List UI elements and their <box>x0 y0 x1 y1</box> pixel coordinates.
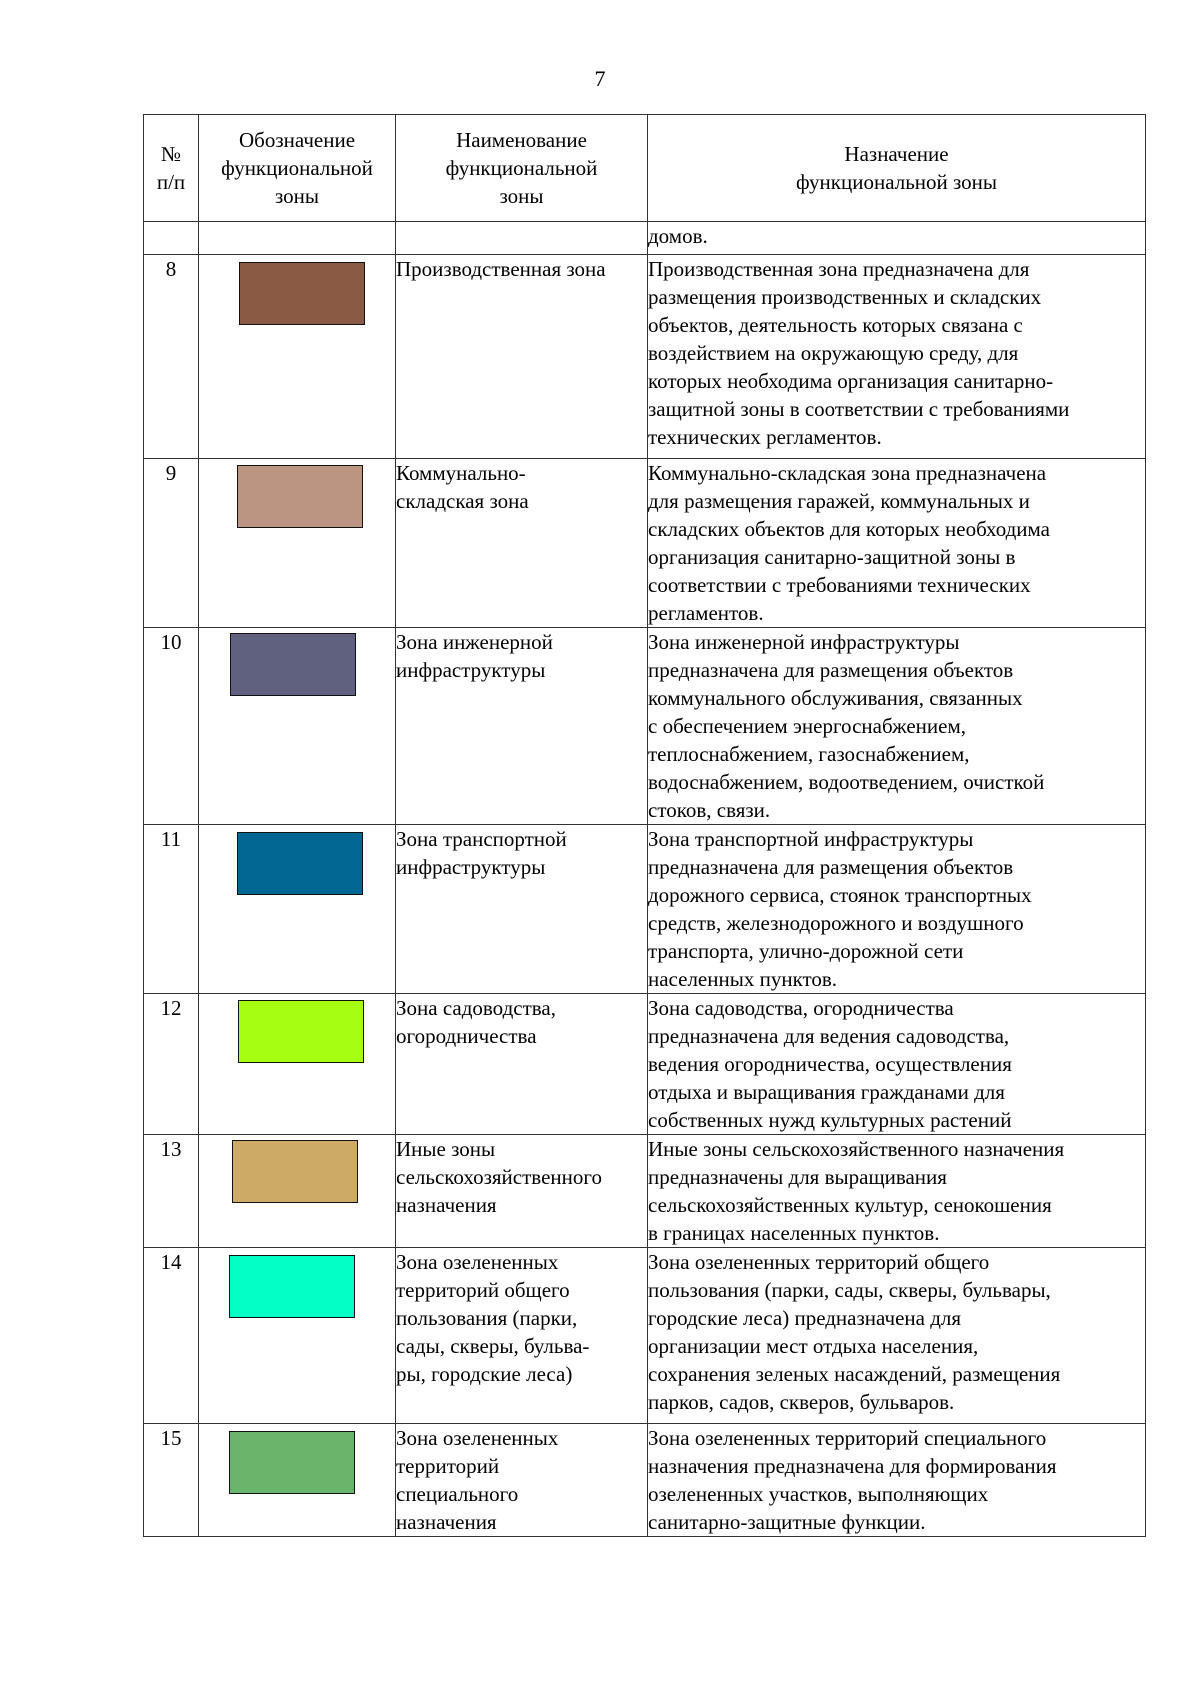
row-swatch-cell <box>199 628 396 825</box>
row-swatch-cell <box>199 1424 396 1537</box>
zone-color-swatch <box>229 1431 355 1494</box>
zone-color-swatch <box>229 1255 355 1318</box>
row-zone-purpose: Зона инженерной инфраструктуры предназначена для размещения объектов коммунального обслуживания, связанных с обеспечением энергоснабжением, теплоснабжением, газоснабжением, водоснабжением, водоотведением, очисткой стоков, связи. <box>648 628 1146 825</box>
table-row <box>144 994 1146 1135</box>
row-zone-name: Производственная зона <box>396 255 648 459</box>
row-zone-name: Зона озелененных территорий общего пользования (парки, сады, скверы, бульва- ры, городские леса) <box>396 1248 648 1424</box>
page-number: 7 <box>594 66 606 91</box>
header-designation: Обозначение функциональной зоны <box>199 115 396 222</box>
table-row <box>144 1135 1146 1248</box>
row-number: 9 <box>144 459 199 628</box>
row-zone-purpose: Зона транспортной инфраструктуры предназначена для размещения объектов дорожного сервиса, стоянок транспортных средств, железнодорожного и воздушного транспорта, улично-дорожной сети населенных пунктов. <box>648 825 1146 994</box>
row-number: 13 <box>144 1135 199 1248</box>
row-swatch-cell <box>199 1135 396 1248</box>
continuation-purpose: домов. <box>648 222 1146 255</box>
table-header-row <box>144 115 1146 222</box>
header-zone-purpose: Назначение функциональной зоны <box>648 115 1146 222</box>
row-swatch-cell <box>199 825 396 994</box>
zone-color-swatch <box>232 1140 358 1203</box>
zone-color-swatch <box>239 262 365 325</box>
continuation-name <box>396 222 648 255</box>
table-row <box>144 825 1146 994</box>
zone-color-swatch <box>237 832 363 895</box>
table-row <box>144 1424 1146 1537</box>
continuation-num <box>144 222 199 255</box>
functional-zones-table <box>143 114 1146 1537</box>
row-zone-name: Коммунально- складская зона <box>396 459 648 628</box>
row-zone-name: Зона инженерной инфраструктуры <box>396 628 648 825</box>
zone-color-swatch <box>238 1000 364 1063</box>
continuation-swatch <box>199 222 396 255</box>
table-row <box>144 459 1146 628</box>
table-row <box>144 1248 1146 1424</box>
continuation-row <box>144 222 1146 255</box>
row-zone-purpose: Зона садоводства, огородничества предназначена для ведения садоводства, ведения огородничества, осуществления отдыха и выращивания гражданами для собственных нужд культурных растений <box>648 994 1146 1135</box>
row-swatch-cell <box>199 994 396 1135</box>
row-zone-purpose: Иные зоны сельскохозяйственного назначения предназначены для выращивания сельскохозяйственных культур, сенокошения в границах населенных пунктов. <box>648 1135 1146 1248</box>
row-zone-name: Зона транспортной инфраструктуры <box>396 825 648 994</box>
row-swatch-cell <box>199 1248 396 1424</box>
row-swatch-cell <box>199 255 396 459</box>
row-number: 11 <box>144 825 199 994</box>
row-zone-name: Иные зоны сельскохозяйственного назначения <box>396 1135 648 1248</box>
table-row <box>144 628 1146 825</box>
row-zone-purpose: Коммунально-складская зона предназначена для размещения гаражей, коммунальных и складских объектов для которых необходима организация санитарно-защитной зоны в соответствии с требованиями технических регламентов. <box>648 459 1146 628</box>
table-row <box>144 255 1146 459</box>
row-number: 10 <box>144 628 199 825</box>
row-zone-purpose: Зона озелененных территорий специального назначения предназначена для формирования озелененных участков, выполняющих санитарно-защитные функции. <box>648 1424 1146 1537</box>
row-zone-name: Зона озелененных территорий специального назначения <box>396 1424 648 1537</box>
row-number: 15 <box>144 1424 199 1537</box>
header-zone-name: Наименование функциональной зоны <box>396 115 648 222</box>
row-swatch-cell <box>199 459 396 628</box>
row-number: 14 <box>144 1248 199 1424</box>
zone-color-swatch <box>237 465 363 528</box>
row-zone-purpose: Производственная зона предназначена для размещения производственных и складских объектов, деятельность которых связана с воздействием на окружающую среду, для которых необходима организация санитарно- защитной зоны в соответствии с требованиями технических регламентов. <box>648 255 1146 459</box>
row-zone-name: Зона садоводства, огородничества <box>396 994 648 1135</box>
row-number: 12 <box>144 994 199 1135</box>
row-zone-purpose: Зона озелененных территорий общего пользования (парки, сады, скверы, бульвары, городские леса) предназначена для организации мест отдыха населения, сохранения зеленых насаждений, размещения парков, садов, скверов, бульваров. <box>648 1248 1146 1424</box>
row-number: 8 <box>144 255 199 459</box>
zone-color-swatch <box>230 633 356 696</box>
header-number: № п/п <box>144 115 199 222</box>
